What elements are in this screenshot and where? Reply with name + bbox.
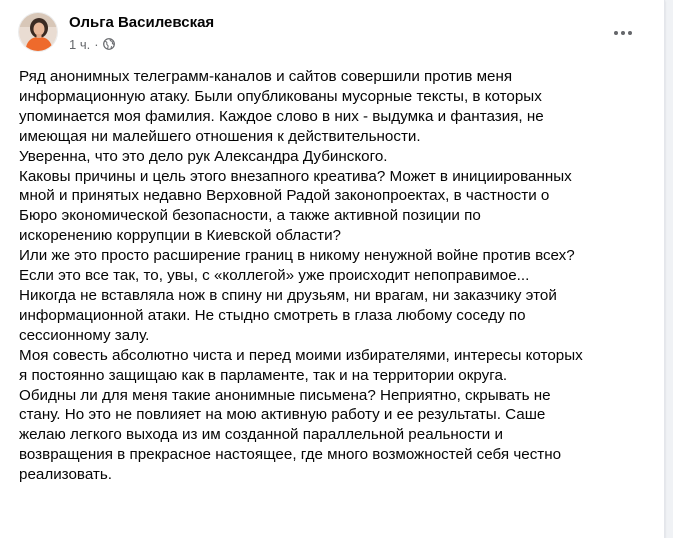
post-line: Бюро экономической безопасности, а также активной позиции по <box>19 207 481 225</box>
post-line: Каковы причины и цель этого внезапного креатива? Может в инициированных <box>19 167 572 185</box>
post-line: Или же это просто расширение границ в никому ненужной войне против всех? <box>19 247 575 265</box>
post-line: Никогда не вставляла нож в спину ни друзьям, ни врагам, ни заказчику этой <box>19 286 557 304</box>
post-body <box>19 67 659 485</box>
author-name[interactable]: Ольга Василевская <box>69 14 215 31</box>
post-meta <box>69 36 115 52</box>
more-horizontal-icon <box>613 30 633 36</box>
post-line: Если это все так, то, увы, с «коллегой» уже происходит непоправимое... <box>19 267 530 285</box>
post-timestamp[interactable]: 1 ч. <box>69 36 91 52</box>
post-line: стану. Но это не повлияет на мою активную работу и ее результаты. Саше <box>19 406 546 424</box>
post-line: информационную атаку. Были опубликованы мусорные тексты, в которых <box>19 87 542 105</box>
more-options-button[interactable] <box>612 22 634 44</box>
post-line: Обидны ли для меня такие анонимные письмена? Неприятно, скрывать не <box>19 386 551 404</box>
meta-separator: · <box>94 36 99 52</box>
post-line: возвращения в прекрасное настоящее, где много возможностей себя честно <box>19 446 562 464</box>
post-line: Моя совесть абсолютно чиста и перед моими избирателями, интересы которых <box>19 346 583 364</box>
globe-icon[interactable] <box>103 38 115 50</box>
post-line: упоминается моя фамилия. Каждое слово в них - выдумка и фантазия, не <box>19 107 544 125</box>
post-line: Уверенна, что это дело рук Александра Дубинского. <box>19 147 388 165</box>
post-header <box>18 12 648 58</box>
avatar-photo-icon <box>19 13 58 52</box>
post-line: информационной атаки. Не стыдно смотреть в глаза любому соседу по <box>19 306 526 324</box>
post-line: мной и принятых недавно Верховной Радой законопроектах, в частности о <box>19 187 550 205</box>
post-line: сессионному залу. <box>19 326 150 344</box>
post-line: Ряд анонимных телеграмм-каналов и сайтов совершили против меня <box>19 68 513 85</box>
post-line: я постоянно защищаю как в парламенте, так и на территории округа. <box>19 366 508 384</box>
author-avatar[interactable] <box>18 12 58 52</box>
post-line: желаю легкого выхода из им созданной параллельной реальности и <box>19 426 503 444</box>
post-line: имеющая ни малейшего отношения к действительности. <box>19 127 421 145</box>
post-line: искоренению коррупции в Киевской области? <box>19 227 342 245</box>
post-line: реализовать. <box>19 466 113 484</box>
